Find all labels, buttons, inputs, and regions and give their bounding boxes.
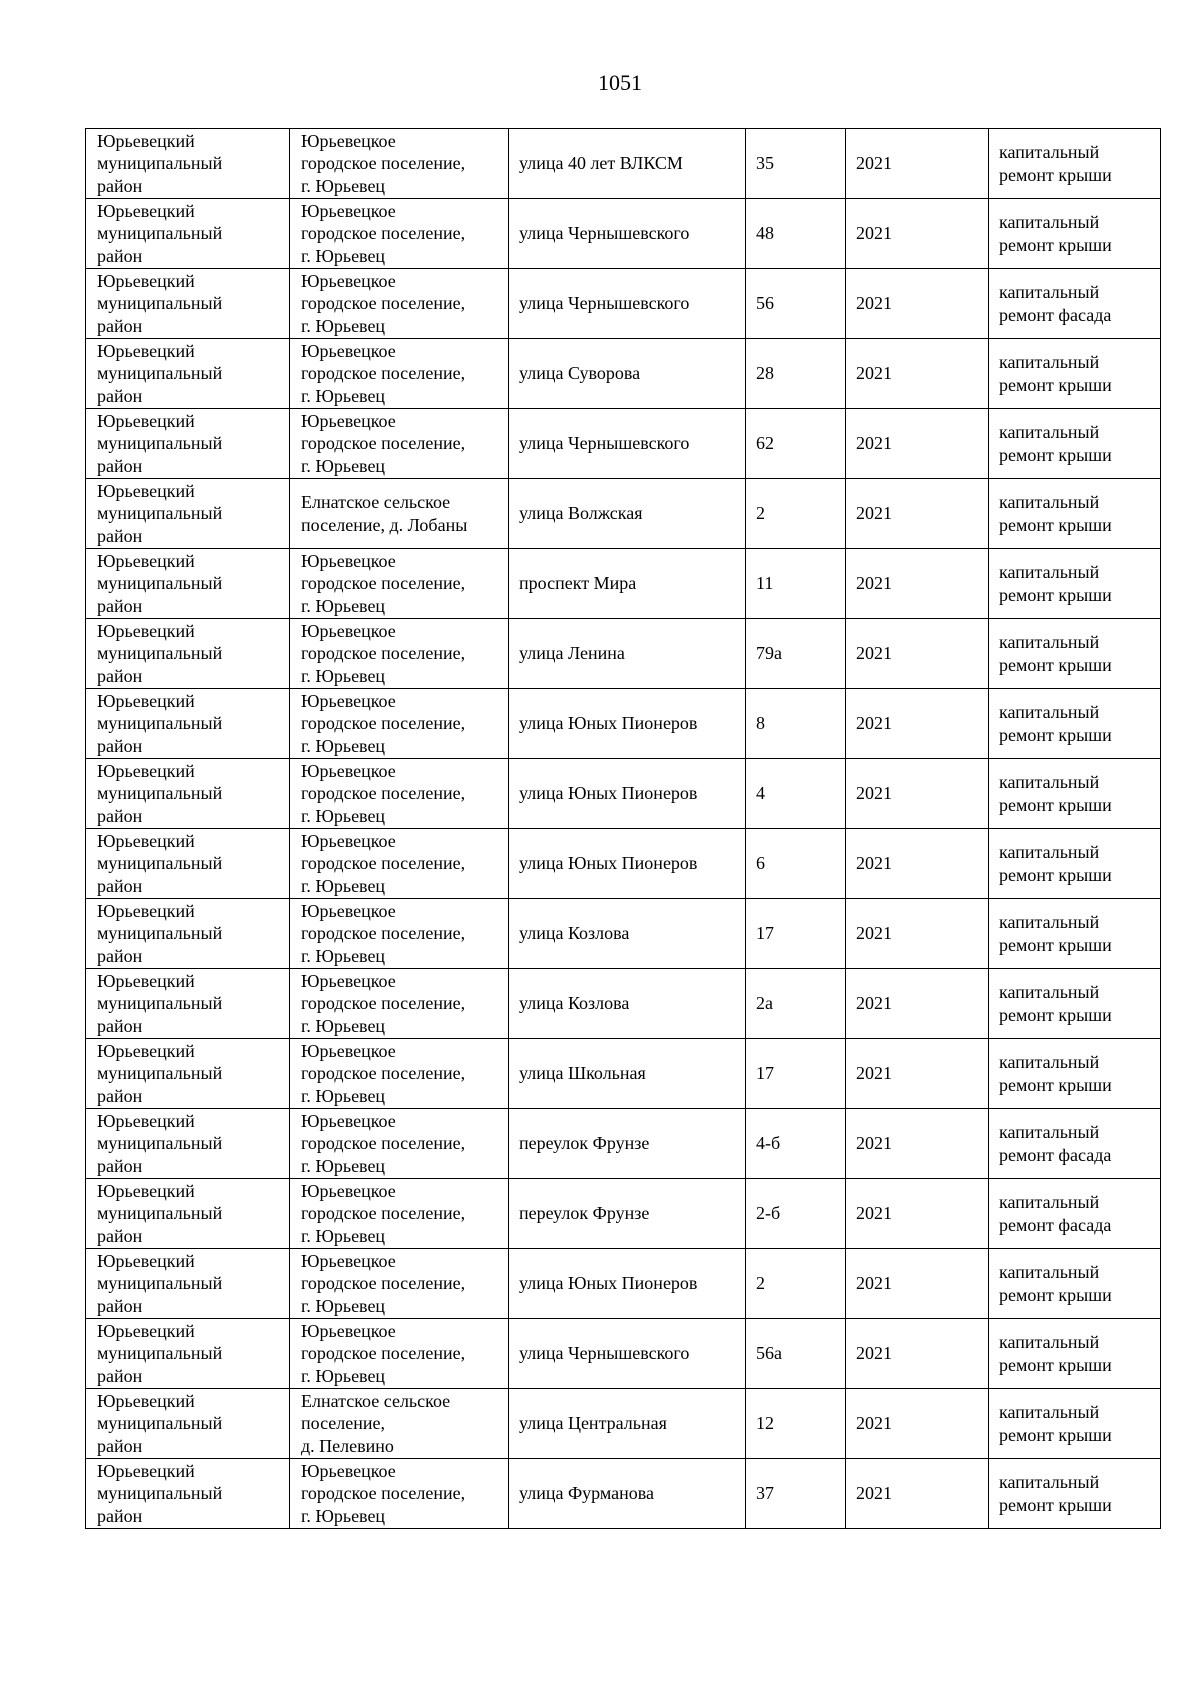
cell-work-type: капитальный ремонт крыши (989, 899, 1161, 969)
cell-year: 2021 (846, 1389, 989, 1459)
cell-settlement: Юрьевецкое городское поселение, г. Юрьевец (290, 1319, 509, 1389)
cell-house: 62 (746, 409, 846, 479)
cell-street: улица Чернышевского (509, 1319, 746, 1389)
cell-settlement: Юрьевецкое городское поселение, г. Юрьевец (290, 689, 509, 759)
cell-street: улица Суворова (509, 339, 746, 409)
cell-house: 2-б (746, 1179, 846, 1249)
cell-district: Юрьевецкий муниципальный район (86, 1179, 290, 1249)
table-row (86, 829, 1161, 899)
cell-work-type: капитальный ремонт крыши (989, 1319, 1161, 1389)
cell-year: 2021 (846, 899, 989, 969)
cell-street: улица Козлова (509, 899, 746, 969)
cell-settlement: Юрьевецкое городское поселение, г. Юрьевец (290, 1249, 509, 1319)
cell-street: улица Юных Пионеров (509, 829, 746, 899)
cell-street: проспект Мира (509, 549, 746, 619)
cell-work-type: капитальный ремонт крыши (989, 549, 1161, 619)
cell-street: улица Чернышевского (509, 409, 746, 479)
cell-street: улица Школьная (509, 1039, 746, 1109)
table-row (86, 339, 1161, 409)
cell-settlement: Юрьевецкое городское поселение, г. Юрьевец (290, 1039, 509, 1109)
cell-house: 8 (746, 689, 846, 759)
cell-district: Юрьевецкий муниципальный район (86, 1319, 290, 1389)
table-row (86, 409, 1161, 479)
cell-year: 2021 (846, 759, 989, 829)
cell-year: 2021 (846, 1109, 989, 1179)
housing-repair-table (85, 128, 1161, 1529)
cell-year: 2021 (846, 829, 989, 899)
cell-street: улица 40 лет ВЛКСМ (509, 129, 746, 199)
cell-street: улица Ленина (509, 619, 746, 689)
cell-year: 2021 (846, 129, 989, 199)
cell-street: переулок Фрунзе (509, 1179, 746, 1249)
cell-district: Юрьевецкий муниципальный район (86, 549, 290, 619)
cell-street: улица Козлова (509, 969, 746, 1039)
cell-settlement: Юрьевецкое городское поселение, г. Юрьевец (290, 339, 509, 409)
table-row (86, 969, 1161, 1039)
cell-year: 2021 (846, 269, 989, 339)
cell-settlement: Юрьевецкое городское поселение, г. Юрьевец (290, 1179, 509, 1249)
cell-settlement: Юрьевецкое городское поселение, г. Юрьевец (290, 829, 509, 899)
cell-year: 2021 (846, 1039, 989, 1109)
cell-settlement: Юрьевецкое городское поселение, г. Юрьевец (290, 1109, 509, 1179)
cell-settlement: Юрьевецкое городское поселение, г. Юрьевец (290, 129, 509, 199)
cell-house: 11 (746, 549, 846, 619)
cell-settlement: Юрьевецкое городское поселение, г. Юрьевец (290, 759, 509, 829)
cell-year: 2021 (846, 1459, 989, 1529)
cell-work-type: капитальный ремонт фасада (989, 269, 1161, 339)
cell-district: Юрьевецкий муниципальный район (86, 689, 290, 759)
table-row (86, 1389, 1161, 1459)
cell-settlement: Юрьевецкое городское поселение, г. Юрьевец (290, 1459, 509, 1529)
cell-street: улица Юных Пионеров (509, 759, 746, 829)
cell-district: Юрьевецкий муниципальный район (86, 479, 290, 549)
cell-year: 2021 (846, 619, 989, 689)
cell-district: Юрьевецкий муниципальный район (86, 199, 290, 269)
table-row (86, 899, 1161, 969)
cell-work-type: капитальный ремонт крыши (989, 1249, 1161, 1319)
cell-year: 2021 (846, 689, 989, 759)
cell-district: Юрьевецкий муниципальный район (86, 829, 290, 899)
cell-year: 2021 (846, 1249, 989, 1319)
cell-house: 2 (746, 1249, 846, 1319)
cell-settlement: Юрьевецкое городское поселение, г. Юрьевец (290, 199, 509, 269)
cell-district: Юрьевецкий муниципальный район (86, 619, 290, 689)
cell-work-type: капитальный ремонт крыши (989, 759, 1161, 829)
cell-street: улица Чернышевского (509, 269, 746, 339)
cell-work-type: капитальный ремонт крыши (989, 409, 1161, 479)
cell-work-type: капитальный ремонт крыши (989, 199, 1161, 269)
table-row (86, 1459, 1161, 1529)
cell-work-type: капитальный ремонт фасада (989, 1109, 1161, 1179)
table-row (86, 1319, 1161, 1389)
table-row (86, 1249, 1161, 1319)
cell-district: Юрьевецкий муниципальный район (86, 269, 290, 339)
cell-district: Юрьевецкий муниципальный район (86, 129, 290, 199)
cell-district: Юрьевецкий муниципальный район (86, 409, 290, 479)
cell-settlement: Юрьевецкое городское поселение, г. Юрьевец (290, 269, 509, 339)
cell-house: 35 (746, 129, 846, 199)
table-row (86, 269, 1161, 339)
table-body (86, 129, 1161, 1529)
cell-house: 37 (746, 1459, 846, 1529)
cell-house: 56а (746, 1319, 846, 1389)
cell-work-type: капитальный ремонт крыши (989, 1459, 1161, 1529)
cell-work-type: капитальный ремонт крыши (989, 1039, 1161, 1109)
table-row (86, 549, 1161, 619)
cell-settlement: Юрьевецкое городское поселение, г. Юрьевец (290, 549, 509, 619)
cell-year: 2021 (846, 409, 989, 479)
cell-settlement: Елнатское сельское поселение, д. Пелевино (290, 1389, 509, 1459)
cell-settlement: Юрьевецкое городское поселение, г. Юрьевец (290, 969, 509, 1039)
cell-street: улица Фурманова (509, 1459, 746, 1529)
cell-work-type: капитальный ремонт крыши (989, 829, 1161, 899)
cell-settlement: Елнатское сельское поселение, д. Лобаны (290, 479, 509, 549)
cell-house: 17 (746, 1039, 846, 1109)
cell-street: улица Юных Пионеров (509, 689, 746, 759)
cell-house: 2 (746, 479, 846, 549)
cell-house: 17 (746, 899, 846, 969)
cell-year: 2021 (846, 549, 989, 619)
cell-year: 2021 (846, 199, 989, 269)
cell-street: переулок Фрунзе (509, 1109, 746, 1179)
cell-work-type: капитальный ремонт фасада (989, 1179, 1161, 1249)
cell-house: 56 (746, 269, 846, 339)
table-row (86, 759, 1161, 829)
cell-district: Юрьевецкий муниципальный район (86, 1039, 290, 1109)
cell-house: 6 (746, 829, 846, 899)
table-row (86, 1179, 1161, 1249)
cell-district: Юрьевецкий муниципальный район (86, 1459, 290, 1529)
cell-year: 2021 (846, 339, 989, 409)
cell-street: улица Волжская (509, 479, 746, 549)
table-row (86, 689, 1161, 759)
cell-year: 2021 (846, 969, 989, 1039)
cell-work-type: капитальный ремонт крыши (989, 689, 1161, 759)
table-row (86, 199, 1161, 269)
cell-work-type: капитальный ремонт крыши (989, 969, 1161, 1039)
cell-street: улица Центральная (509, 1389, 746, 1459)
cell-year: 2021 (846, 1179, 989, 1249)
cell-house: 48 (746, 199, 846, 269)
cell-year: 2021 (846, 1319, 989, 1389)
cell-work-type: капитальный ремонт крыши (989, 339, 1161, 409)
cell-house: 4-б (746, 1109, 846, 1179)
cell-year: 2021 (846, 479, 989, 549)
cell-district: Юрьевецкий муниципальный район (86, 1109, 290, 1179)
cell-house: 4 (746, 759, 846, 829)
cell-settlement: Юрьевецкое городское поселение, г. Юрьевец (290, 899, 509, 969)
cell-street: улица Чернышевского (509, 199, 746, 269)
cell-district: Юрьевецкий муниципальный район (86, 759, 290, 829)
cell-work-type: капитальный ремонт крыши (989, 1389, 1161, 1459)
table-row (86, 1039, 1161, 1109)
table-row (86, 129, 1161, 199)
cell-district: Юрьевецкий муниципальный район (86, 969, 290, 1039)
cell-district: Юрьевецкий муниципальный район (86, 339, 290, 409)
cell-district: Юрьевецкий муниципальный район (86, 899, 290, 969)
cell-settlement: Юрьевецкое городское поселение, г. Юрьевец (290, 409, 509, 479)
table-row (86, 479, 1161, 549)
cell-settlement: Юрьевецкое городское поселение, г. Юрьевец (290, 619, 509, 689)
cell-house: 12 (746, 1389, 846, 1459)
table-row (86, 1109, 1161, 1179)
cell-work-type: капитальный ремонт крыши (989, 479, 1161, 549)
page-number: 1051 (598, 70, 642, 95)
table-row (86, 619, 1161, 689)
cell-house: 2а (746, 969, 846, 1039)
cell-work-type: капитальный ремонт крыши (989, 129, 1161, 199)
cell-house: 79а (746, 619, 846, 689)
cell-work-type: капитальный ремонт крыши (989, 619, 1161, 689)
cell-street: улица Юных Пионеров (509, 1249, 746, 1319)
cell-district: Юрьевецкий муниципальный район (86, 1389, 290, 1459)
cell-district: Юрьевецкий муниципальный район (86, 1249, 290, 1319)
cell-house: 28 (746, 339, 846, 409)
